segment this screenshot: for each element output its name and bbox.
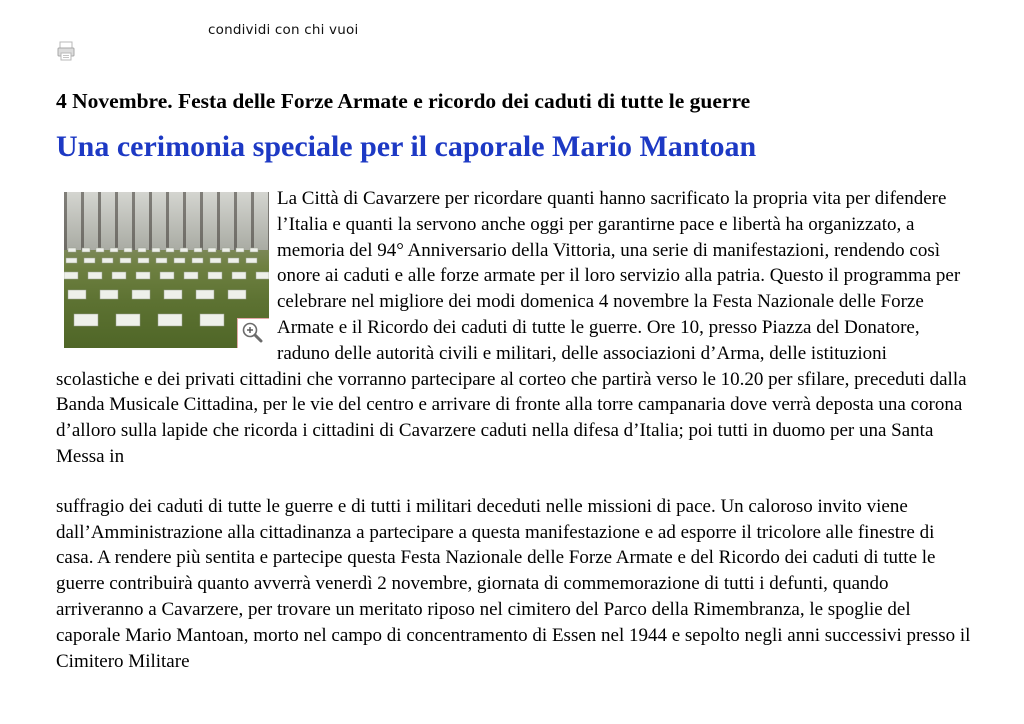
zoom-icon [238,319,268,347]
print-icon[interactable] [57,41,75,61]
article-paragraph: suffragio dei caduti di tutte le guerre e di tutti i militari deceduti nelle missioni di pace. Un caloroso invito viene dall’Amministrazione alla cittadinanza a partecipare a questa manifestazione e ad esporre il tricolore alle finestre di casa. A rendere più sentita e partecipe questa Festa Nazionale delle Forze Armate e del Ricordo dei caduti di tutte le guerre contribuirà quanto avverrà venerdì 2 novembre, giornata di commemorazione di tutti i defunti, quando arriveranno a Cavarzere, per trovare un meritato riposo nel cimitero del Parco della Rimembranza, le spoglie del caporale Mario Mantoan, morto nel campo di concentramento di Essen nel 1944 e sepolto negli anni successivi presso il Cimitero Militare [56,495,971,672]
article-kicker: 4 Novembre. Festa delle Forze Armate e ricordo dei caduti di tutte le guerre [56,89,751,113]
zoom-badge[interactable] [237,318,269,348]
article-paragraph [56,186,972,470]
article-headline: Una cerimonia speciale per il caporale Mario Mantoan [56,130,757,163]
cemetery-photo[interactable] [64,192,269,348]
article-body [56,186,972,674]
share-link[interactable]: condividi con chi vuoi [208,22,359,38]
paragraph-text: La Città di Cavarzere per ricordare quanti hanno sacrificato la propria vita per difendere l’Italia e quanti la servono anche oggi per garantirne pace e libertà ha organizzato, a memoria del 94° Anniversario della Vittoria, una serie di manifestazioni, rendendo così onore ai caduti e alle forze armate per il loro servizio alla patria. Questo il programma per celebrare nel migliore dei modi domenica 4 novembre la Festa Nazionale delle Forze Armate e il Ricordo dei caduti di tutte le guerre. Ore 10, presso Piazza del Donatore, raduno delle autorità civili e militari, delle associazioni d’Arma, delle istituzioni scolastiche e dei privati cittadini che vorranno partecipare al corteo che partirà verso le 10.20 per sfilare, preceduti dalla Banda Musicale Cittadina, per le vie del centro e arrivare di fronte alla torre campanaria dove verrà deposta una corona d’alloro sulla lapide che ricorda i cittadini di Cavarzere caduti nella difesa d’Italia; poi tutti in duomo per una Santa Messa in [56,188,967,467]
